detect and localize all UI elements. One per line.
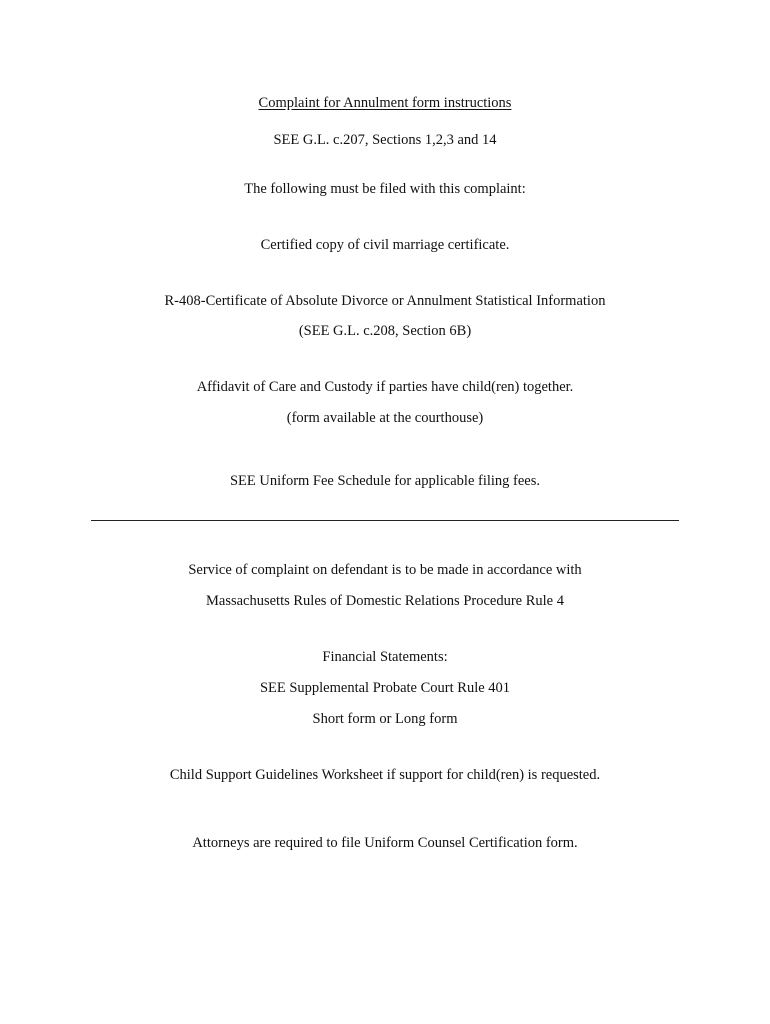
- requirement-affidavit: Affidavit of Care and Custody if parties have child(ren) together.: [196, 379, 574, 395]
- service-instructions-line-1: Service of complaint on defendant is to be made in accordance with: [188, 562, 582, 578]
- requirement-r408-reference: (SEE G.L. c.208, Section 6B): [298, 323, 472, 339]
- child-support-worksheet-note: Child Support Guidelines Worksheet if support for child(ren) is requested.: [169, 767, 601, 783]
- financial-statements-forms: Short form or Long form: [312, 711, 458, 727]
- filing-requirements-intro: The following must be filed with this complaint:: [244, 181, 526, 197]
- requirement-certified-copy: Certified copy of civil marriage certificate.: [260, 237, 510, 253]
- document-title: Complaint for Annulment form instructions: [258, 95, 512, 111]
- statute-reference: SEE G.L. c.207, Sections 1,2,3 and 14: [273, 132, 497, 148]
- financial-statements-heading: Financial Statements:: [322, 649, 448, 665]
- section-divider: [91, 520, 679, 521]
- service-instructions-line-2: Massachusetts Rules of Domestic Relations Procedure Rule 4: [205, 593, 564, 609]
- fee-schedule-note: SEE Uniform Fee Schedule for applicable filing fees.: [229, 473, 541, 489]
- financial-statements-rule: SEE Supplemental Probate Court Rule 401: [259, 680, 511, 696]
- counsel-certification-note: Attorneys are required to file Uniform Counsel Certification form.: [192, 835, 578, 851]
- requirement-r408-certificate: R-408-Certificate of Absolute Divorce or Annulment Statistical Information: [164, 293, 606, 309]
- requirement-affidavit-note: (form available at the courthouse): [286, 410, 484, 426]
